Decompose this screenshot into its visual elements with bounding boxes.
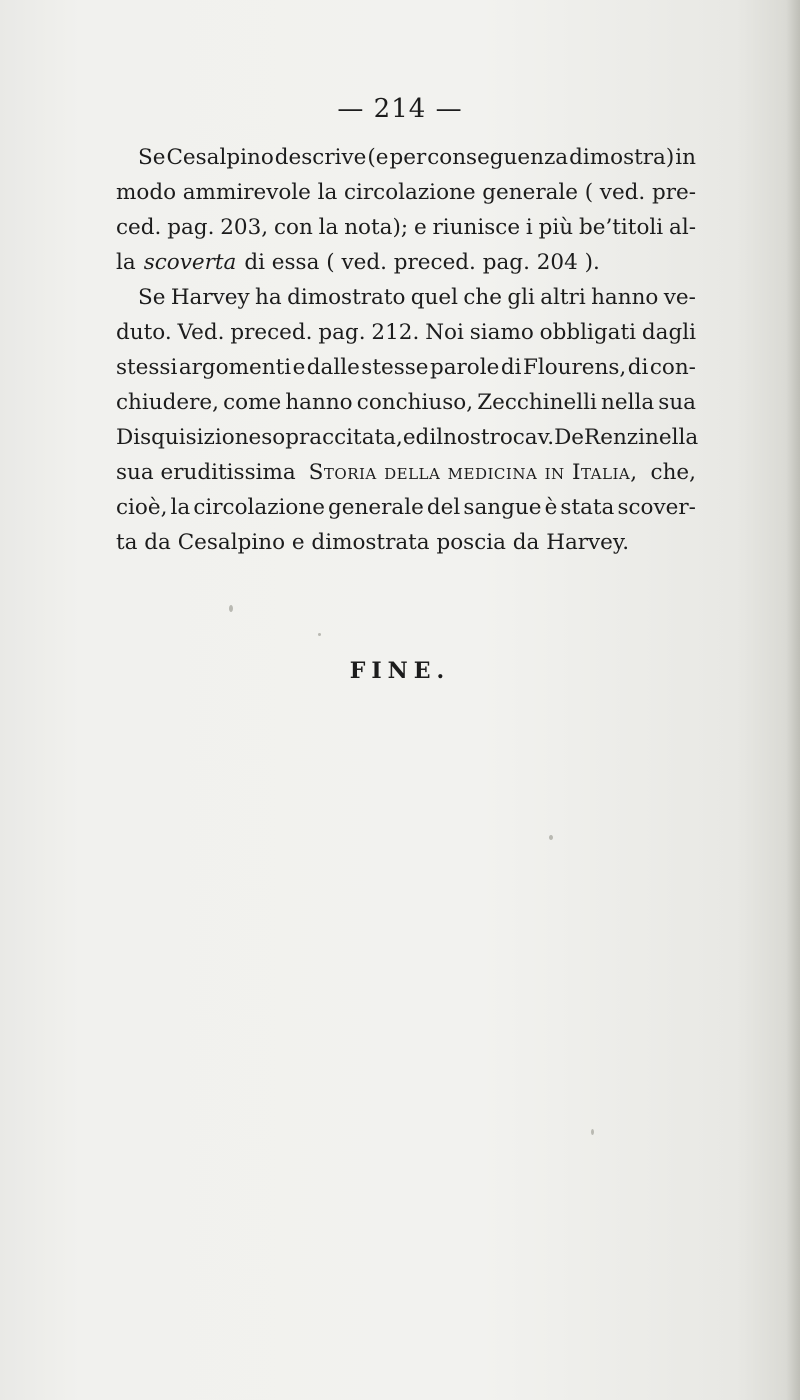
word: la [318, 215, 339, 240]
paper-speck [318, 633, 321, 636]
word: nostro [443, 425, 513, 450]
word: come [223, 390, 282, 415]
text-fragment: di essa ( ved. preced. pag. 204 ). [244, 250, 600, 275]
word: obbligati [539, 320, 636, 345]
word: (e [367, 145, 389, 170]
word: più [538, 215, 574, 240]
word: hanno [591, 285, 659, 310]
word: dimostra) [569, 145, 675, 170]
word: pag. [318, 320, 366, 345]
paper-speck [549, 835, 553, 840]
word: ammirevole [182, 180, 311, 205]
word: dimostrato [287, 285, 406, 310]
word: preced. [230, 320, 313, 345]
word: ve- [663, 285, 696, 310]
word: con- [649, 355, 696, 380]
word: Noi [425, 320, 464, 345]
word: siamo [469, 320, 534, 345]
text-fragment: la [116, 250, 136, 275]
word: con [273, 215, 313, 240]
word: Harvey [170, 285, 250, 310]
text-line [116, 350, 696, 385]
word: dagli [641, 320, 696, 345]
word: e [292, 355, 306, 380]
word: sopraccitata, [261, 425, 403, 450]
word: Zecchinelli [477, 390, 597, 415]
word: parole [429, 355, 500, 380]
text-fragment: sua eruditissima [116, 460, 296, 485]
paper-speck [591, 1129, 594, 1135]
word: dalle [306, 355, 360, 380]
word: Ved. [177, 320, 225, 345]
word: il [429, 425, 444, 450]
text-line [116, 455, 696, 490]
ending-word: FINE. [349, 658, 451, 684]
word: Flourens, [522, 355, 627, 380]
text-line [116, 280, 696, 315]
word: Se [138, 145, 166, 170]
word: Se [138, 285, 166, 310]
word: cioè, [116, 495, 168, 520]
word: sangue [463, 495, 542, 520]
word: di [500, 355, 522, 380]
word: conchiuso, [356, 390, 474, 415]
word: descrive [274, 145, 367, 170]
word: hanno [285, 390, 353, 415]
book-title-smallcaps: Storia della medicina in Italia, [308, 460, 638, 485]
word: che [463, 285, 502, 310]
word: ed [402, 425, 430, 450]
text-line [116, 385, 696, 420]
word: pre- [651, 180, 696, 205]
page-number-header: — 214 — [337, 94, 463, 124]
word: per [389, 145, 427, 170]
text-line [116, 210, 696, 245]
word: 212. [371, 320, 420, 345]
word: del [426, 495, 461, 520]
word: ced. [116, 215, 162, 240]
word: la [317, 180, 338, 205]
word: circolazione [343, 180, 476, 205]
word: di [627, 355, 649, 380]
word: modo [116, 180, 177, 205]
word: chiudere, [116, 390, 219, 415]
word: Renzi [584, 425, 645, 450]
word: stessi [116, 355, 178, 380]
word: pag. [167, 215, 215, 240]
word: stesse [361, 355, 429, 380]
word: stata [560, 495, 615, 520]
text-line [116, 420, 699, 455]
text-line [116, 315, 696, 350]
text-line [116, 245, 696, 280]
word: 203, [220, 215, 269, 240]
paper-speck [229, 605, 233, 612]
word: generale [482, 180, 579, 205]
word: circolazione [193, 495, 325, 520]
text-line: ta da Cesalpino e dimostrata poscia da Harvey. [116, 530, 630, 555]
body-text [116, 140, 699, 560]
word: conseguenza [427, 145, 569, 170]
word: gli [507, 285, 535, 310]
text-line [116, 490, 696, 525]
word: i [525, 215, 533, 240]
word: De [554, 425, 585, 450]
text-line [116, 175, 696, 210]
word: cav. [512, 425, 555, 450]
text-line [116, 140, 696, 175]
word: al- [669, 215, 696, 240]
word: ved. [599, 180, 646, 205]
word: argomenti [178, 355, 292, 380]
word: sua [658, 390, 696, 415]
text-fragment: che, [650, 460, 696, 485]
word: riunisce [432, 215, 521, 240]
word: altri [540, 285, 586, 310]
italic-word: scoverta [143, 250, 237, 275]
word: è [544, 495, 558, 520]
word: e [413, 215, 427, 240]
word: generale [328, 495, 424, 520]
word: nella [601, 390, 655, 415]
word: be’titoli [578, 215, 664, 240]
word: ( [584, 180, 594, 205]
word: quel [410, 285, 458, 310]
word: nota); [344, 215, 409, 240]
word: scover- [617, 495, 696, 520]
word: ha [255, 285, 282, 310]
word: nella [645, 425, 699, 450]
word: Disquisizione [116, 425, 262, 450]
page-edge-shadow [786, 0, 800, 1400]
word: duto. [116, 320, 172, 345]
word: in [675, 145, 696, 170]
word: Cesalpino [166, 145, 274, 170]
word: la [170, 495, 191, 520]
